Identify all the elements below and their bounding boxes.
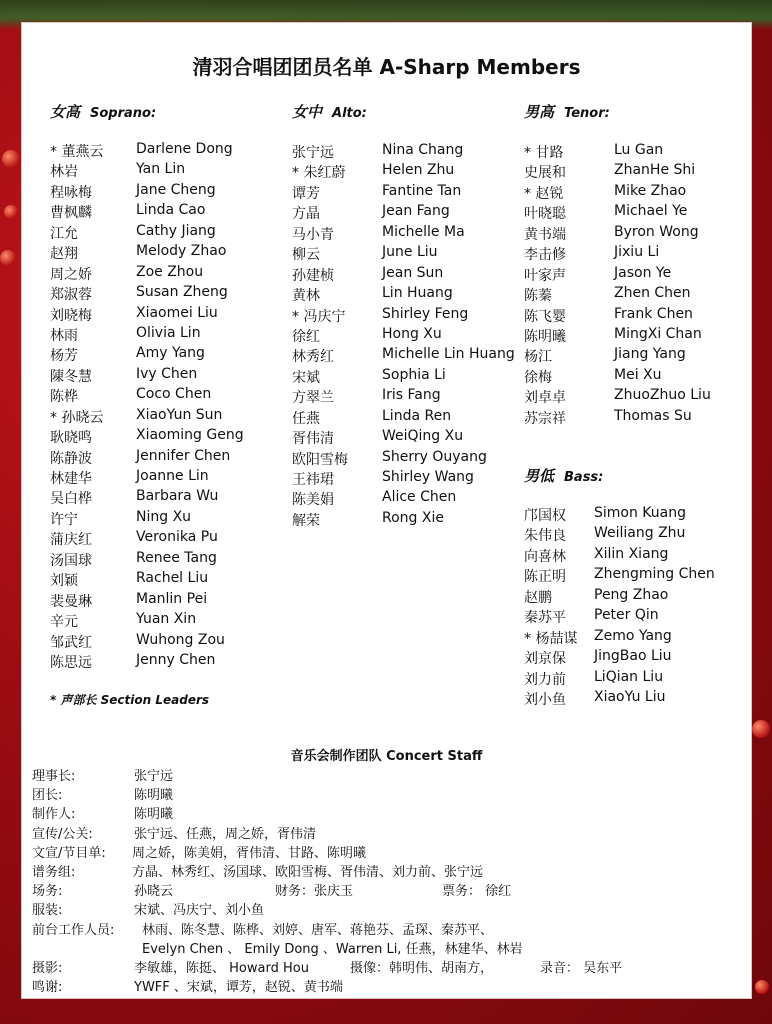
member-english-name: Zhen Chen <box>614 285 691 302</box>
member-chinese-name: 陈桦 <box>50 389 78 406</box>
member-english-name: Shirley Wang <box>382 469 474 485</box>
staff-role-value: 张宁远 <box>134 769 174 784</box>
member-chinese-name: 陈思远 <box>50 654 92 671</box>
member-english-name: Jean Fang <box>382 203 450 220</box>
bass-heading-en: Bass: <box>564 470 604 485</box>
member-english-name: Alice Chen <box>382 489 457 506</box>
member-chinese-name: 汤国球 <box>50 552 92 569</box>
member-list-panel <box>21 22 752 999</box>
member-chinese-name: * 董燕云 <box>50 144 104 160</box>
member-chinese-name: 江允 <box>50 225 78 242</box>
member-english-name: Amy Yang <box>136 345 205 362</box>
member-chinese-name: 谭芳 <box>292 185 320 202</box>
member-english-name: XiaoYu Liu <box>594 688 666 705</box>
soprano-heading-en: Soprano: <box>90 106 157 121</box>
member-english-name: Zhengming Chen <box>594 566 715 583</box>
member-english-name: Michael Ye <box>614 203 688 220</box>
member-english-name: Lu Gan <box>614 142 664 158</box>
alto-heading-en: Alto: <box>332 106 367 121</box>
member-english-name: Renee Tang <box>136 549 217 566</box>
member-english-name: Jennifer Chen <box>136 447 231 464</box>
member-english-name: Linda Ren <box>382 407 452 424</box>
alto-heading-zh: 女中 <box>292 103 323 121</box>
alto-heading <box>292 101 367 122</box>
member-english-name: Manlin Pei <box>136 590 208 607</box>
member-chinese-name: 秦苏平 <box>524 610 566 627</box>
staff-role-value: 陈明曦 <box>134 788 174 804</box>
member-english-name: Veronika Pu <box>136 529 218 546</box>
member-chinese-name: 赵翔 <box>50 246 78 263</box>
member-english-name: Coco Chen <box>136 386 212 403</box>
member-english-name: Jean Sun <box>382 264 444 281</box>
staff-role-label: 文宣/节目单: <box>32 845 106 861</box>
member-english-name: Jane Cheng <box>136 181 216 198</box>
member-chinese-name: 刘颖 <box>50 573 78 590</box>
staff-role-extra: 票务： 徐红 <box>442 884 512 900</box>
member-english-name: Jixiu Li <box>614 244 660 261</box>
member-chinese-name: 史展和 <box>524 165 566 182</box>
member-chinese-name: 杨芳 <box>50 348 78 365</box>
staff-role-value: 方晶、林秀红、汤国球、欧阳雪梅、胥伟清、刘力前、张宁远 <box>132 864 484 880</box>
staff-role-label: 制作人: <box>32 807 76 823</box>
member-english-name: Jenny Chen <box>136 651 216 668</box>
staff-role-value: Evelyn Chen 、 Emily Dong 、Warren Li, 任燕，林建华、林岩 <box>142 941 523 957</box>
staff-role-label: 宣传/公关: <box>32 826 93 842</box>
staff-role-value: 孙晓云 <box>134 884 174 900</box>
member-chinese-name: 刘卓卓 <box>524 390 566 407</box>
bass-heading <box>524 465 603 486</box>
member-english-name: Mike Zhao <box>614 182 687 199</box>
soprano-heading <box>50 101 156 122</box>
member-chinese-name: 李击修 <box>524 247 566 264</box>
ornament-decoration <box>755 980 769 994</box>
member-chinese-name: 林雨 <box>50 327 78 344</box>
member-chinese-name: 张宁远 <box>292 145 334 161</box>
tenor-heading <box>524 101 610 122</box>
member-chinese-name: 徐红 <box>292 328 320 345</box>
member-english-name: Yan Lin <box>136 161 186 178</box>
member-chinese-name: * 冯庆宁 <box>292 308 346 325</box>
staff-role-label: 团长: <box>32 788 63 804</box>
staff-role-value: YWFF 、宋斌，谭芳，赵锐、黄书端 <box>134 980 343 996</box>
member-english-name: Michelle Ma <box>382 223 465 240</box>
member-chinese-name: 陈美娟 <box>292 492 334 509</box>
member-chinese-name: 欧阳雪梅 <box>292 451 348 468</box>
member-chinese-name: 林秀红 <box>292 349 334 366</box>
member-english-name: Olivia Lin <box>136 324 201 341</box>
member-english-name: Frank Chen <box>614 305 693 322</box>
member-chinese-name: 马小青 <box>292 226 334 243</box>
staff-role-value: 周之娇，陈美娟，胥伟清、甘路、陈明曦 <box>132 845 367 861</box>
member-chinese-name: 解荣 <box>292 512 320 529</box>
member-chinese-name: 刘晓梅 <box>50 307 92 324</box>
member-english-name: Barbara Wu <box>136 488 219 505</box>
member-english-name: XiaoYun Sun <box>136 406 223 423</box>
member-chinese-name: 陈正明 <box>524 569 566 586</box>
member-english-name: Ivy Chen <box>136 365 198 382</box>
section-leaders-note: * 声部长 Section Leaders <box>50 693 210 707</box>
member-english-name: Weiliang Zhu <box>594 525 686 542</box>
ornament-decoration <box>752 720 770 738</box>
member-english-name: Lin Huang <box>382 285 453 302</box>
staff-role-extra: 摄像：韩明伟、胡南方， <box>350 960 494 976</box>
member-chinese-name: 方晶 <box>292 206 320 223</box>
member-chinese-name: 林建华 <box>50 471 92 487</box>
member-english-name: Rachel Liu <box>136 570 209 587</box>
member-english-name: Helen Zhu <box>382 162 455 179</box>
member-chinese-name: 刘小鱼 <box>524 691 566 708</box>
member-chinese-name: 郑淑蓉 <box>50 287 92 304</box>
member-chinese-name: 任燕 <box>292 410 320 427</box>
member-chinese-name: 柳云 <box>292 247 320 264</box>
staff-role-label: 场务: <box>32 884 63 900</box>
staff-role-value: 宋斌、冯庆宁、刘小鱼 <box>134 903 265 919</box>
staff-role-value: 陈明曦 <box>134 807 174 823</box>
member-chinese-name: 邹武红 <box>50 634 92 651</box>
staff-role-label: 理事长: <box>32 769 76 784</box>
member-chinese-name: 陈明曦 <box>524 328 566 345</box>
member-chinese-name: 刘京保 <box>524 651 566 668</box>
member-english-name: Ning Xu <box>136 508 192 525</box>
member-english-name: Sherry Ouyang <box>382 448 487 465</box>
staff-role-label: 前台工作人员: <box>32 922 115 938</box>
member-english-name: Hong Xu <box>382 325 442 342</box>
member-chinese-name: 黄书端 <box>524 226 566 243</box>
member-chinese-name: 孙建桢 <box>292 267 334 284</box>
member-chinese-name: 杨江 <box>524 349 552 366</box>
member-english-name: Fantine Tan <box>382 182 462 199</box>
member-chinese-name: 黄林 <box>292 288 320 305</box>
staff-role-value: 张宁远、任燕，周之娇，胥伟清 <box>134 826 317 842</box>
member-english-name: Shirley Feng <box>382 305 469 322</box>
member-english-name: Xilin Xiang <box>594 545 669 562</box>
member-chinese-name: 方翠兰 <box>292 390 334 407</box>
staff-role-label: 摄影: <box>32 960 63 976</box>
member-english-name: Zoe Zhou <box>136 263 204 280</box>
member-english-name: Jiang Yang <box>614 346 686 363</box>
member-chinese-name: 裴曼琳 <box>50 593 92 610</box>
member-english-name: Zemo Yang <box>594 627 672 644</box>
member-english-name: MingXi Chan <box>614 325 702 342</box>
member-chinese-name: 辛元 <box>50 614 78 631</box>
member-english-name: Darlene Dong <box>136 141 233 157</box>
member-english-name: Linda Cao <box>136 202 206 219</box>
bass-heading-zh: 男低 <box>524 467 555 485</box>
member-chinese-name: 许宁 <box>50 511 78 528</box>
member-english-name: Wuhong Zou <box>136 631 225 648</box>
staff-role-value: 林雨、陈冬慧、陈桦、刘婷、唐军、蒋艳芬、孟琛、秦苏平、 <box>142 922 494 938</box>
member-english-name: Susan Zheng <box>136 284 228 301</box>
member-english-name: Jason Ye <box>614 264 672 281</box>
member-chinese-name: * 朱红蔚 <box>292 165 346 182</box>
page-title: 清羽合唱团团员名单 A-Sharp Members <box>192 55 581 79</box>
member-chinese-name: 周之娇 <box>50 266 92 283</box>
member-chinese-name: * 甘路 <box>524 145 564 161</box>
member-english-name: Thomas Su <box>614 407 692 424</box>
member-english-name: JingBao Liu <box>594 648 672 665</box>
member-english-name: Byron Wong <box>614 223 699 240</box>
member-english-name: ZhanHe Shi <box>614 162 696 179</box>
member-english-name: Nina Chang <box>382 142 464 158</box>
member-chinese-name: 吴白桦 <box>50 491 92 508</box>
staff-role-extra: 录音： 吴东平 <box>540 960 623 976</box>
member-chinese-name: 叶家声 <box>524 267 566 284</box>
member-english-name: Cathy Jiang <box>136 222 216 239</box>
member-chinese-name: 陈静波 <box>50 450 92 467</box>
member-chinese-name: * 杨喆谋 <box>524 630 578 647</box>
tenor-heading-zh: 男高 <box>524 103 555 121</box>
member-english-name: Melody Zhao <box>136 243 227 260</box>
member-english-name: Peter Qin <box>594 607 659 624</box>
staff-role-label: 服装: <box>32 903 63 919</box>
member-chinese-name: 耿晓鸣 <box>50 430 92 447</box>
member-english-name: Sophia Li <box>382 366 446 383</box>
member-chinese-name: 邝国权 <box>524 508 566 524</box>
member-chinese-name: * 赵锐 <box>524 185 564 202</box>
member-chinese-name: 徐梅 <box>524 369 552 386</box>
member-english-name: Peng Zhao <box>594 586 669 603</box>
member-chinese-name: 胥伟清 <box>292 431 334 448</box>
member-chinese-name: 刘力前 <box>524 671 566 688</box>
member-english-name: Simon Kuang <box>594 505 686 521</box>
ornament-decoration <box>2 150 20 168</box>
staff-role-label: 鸣谢: <box>32 980 63 996</box>
member-english-name: ZhuoZhuo Liu <box>614 387 711 404</box>
member-english-name: WeiQing Xu <box>382 428 464 445</box>
member-english-name: Yuan Xin <box>136 611 197 628</box>
member-chinese-name: 陈蓁 <box>524 288 552 305</box>
member-chinese-name: 陳冬慧 <box>50 368 92 385</box>
ornament-decoration <box>0 250 16 266</box>
tenor-heading-en: Tenor: <box>564 106 610 121</box>
member-chinese-name: 叶晓聪 <box>524 206 566 223</box>
staff-role-label: 谱务组: <box>32 864 76 880</box>
member-english-name: LiQian Liu <box>594 668 664 685</box>
staff-role-extra: 财务：张庆玉 <box>275 884 354 900</box>
member-chinese-name: 苏宗祥 <box>524 410 566 427</box>
member-english-name: Joanne Lin <box>136 468 209 484</box>
member-chinese-name: 宋斌 <box>292 369 320 386</box>
member-english-name: Michelle Lin Huang <box>382 346 515 363</box>
member-chinese-name: 程咏梅 <box>50 184 92 201</box>
member-chinese-name: * 孙晓云 <box>50 409 104 426</box>
member-chinese-name: 陈飞婴 <box>524 308 566 325</box>
member-chinese-name: 朱伟良 <box>524 528 566 545</box>
ornament-decoration <box>4 205 18 219</box>
member-chinese-name: 曹枫麟 <box>50 205 92 222</box>
member-english-name: Rong Xie <box>382 509 444 526</box>
member-english-name: June Liu <box>382 244 438 261</box>
member-chinese-name: 向喜林 <box>524 548 566 565</box>
member-chinese-name: 蒲庆红 <box>50 532 92 549</box>
member-chinese-name: 林岩 <box>50 164 78 181</box>
member-english-name: Mei Xu <box>614 366 662 383</box>
member-english-name: Xiaoming Geng <box>136 427 244 444</box>
member-chinese-name: 王祎珺 <box>292 472 334 488</box>
staff-role-value: 李敏雄，陈挺、 Howard Hou <box>134 960 309 976</box>
soprano-heading-zh: 女高 <box>50 103 81 121</box>
member-english-name: Iris Fang <box>382 387 441 404</box>
member-chinese-name: 赵鹏 <box>524 589 552 606</box>
member-english-name: Xiaomei Liu <box>136 304 218 321</box>
concert-staff-title: 音乐会制作团队 Concert Staff <box>290 749 483 764</box>
